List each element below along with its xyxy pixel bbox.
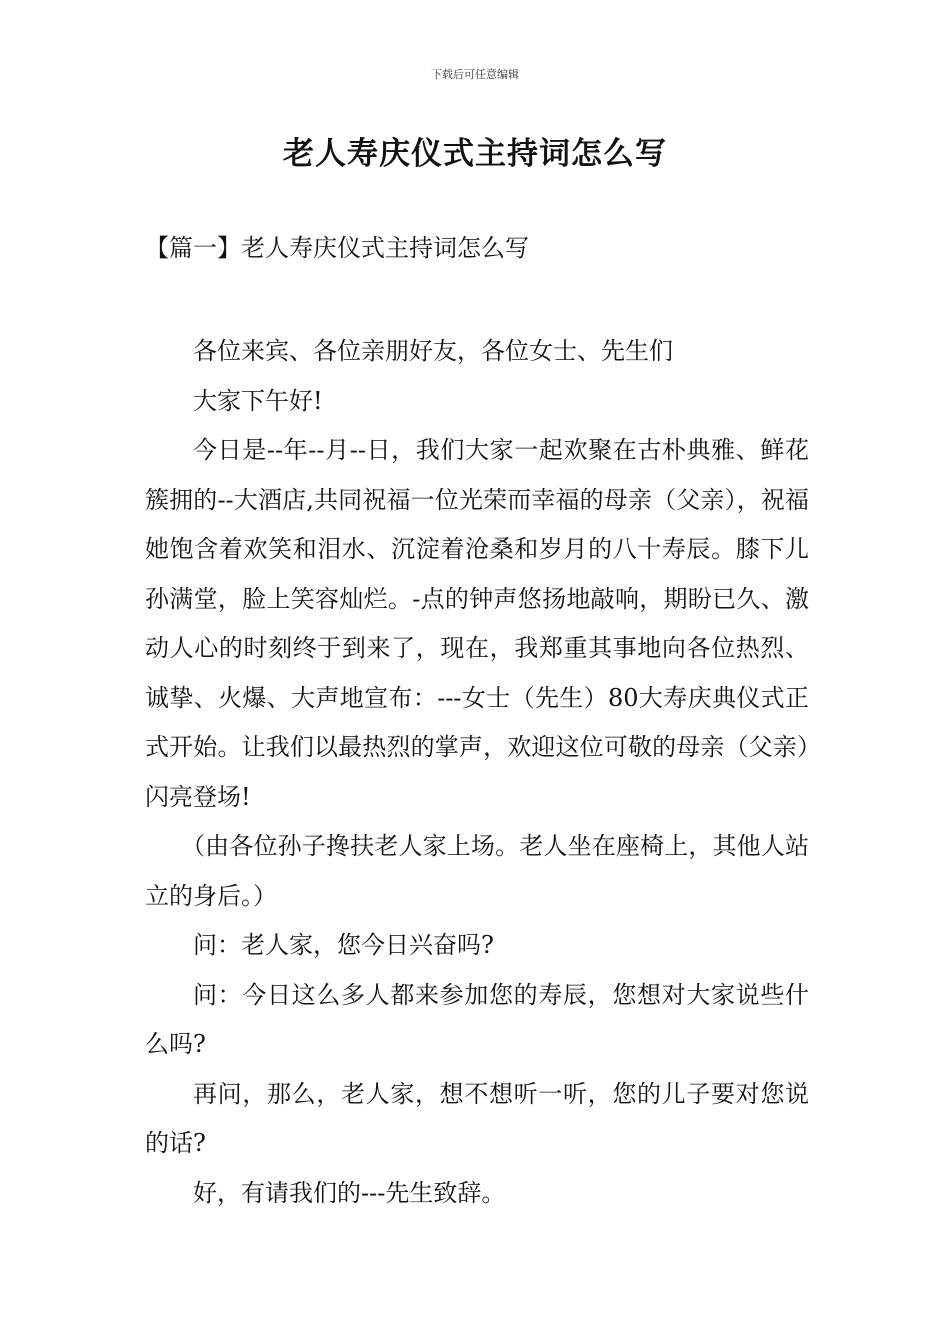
body-text (145, 327, 809, 1218)
paragraph-greeting: 各位来宾、各位亲朋好友，各位女士、先生们 (193, 337, 673, 365)
section-heading: 【篇一】老人寿庆仪式主持词怎么写 (145, 234, 529, 262)
paragraph-stage-direction: （由各位孙子搀扶老人家上场。老人坐在座椅上，其他人站立的身后。） (145, 832, 809, 910)
page-title: 老人寿庆仪式主持词怎么写 (283, 136, 667, 172)
paragraph-question-3: 再问，那么，老人家，想不想听一听，您的儿子要对您说的话? (145, 1079, 809, 1157)
paragraph-question-2: 问：今日这么多人都来参加您的寿辰，您想对大家说些什么吗? (145, 980, 809, 1058)
paragraph-opening: 今日是--年--月--日，我们大家一起欢聚在古朴典雅、鲜花簇拥的--大酒店,共同祝福一位光荣而幸福的母亲（父亲），祝福她饱含着欢笑和泪水、沉淀着沧桑和岁月的八十寿辰。膝下儿孙满堂，脸上笑容灿烂。-点的钟声悠扬地敲响，期盼已久、激动人心的时刻终于到来了，现在，我郑重其事地向各位热烈、诚挚、火爆、大声地宣布：---女士（先生）80大寿庆典仪式正式开始。让我们以最热烈的掌声，欢迎这位可敬的母亲（父亲）闪亮登场! (145, 436, 809, 811)
header-note: 下载后可任意编辑 (431, 68, 519, 81)
paragraph-invitation: 好，有请我们的---先生致辞。 (193, 1178, 506, 1207)
paragraph-question-1: 问：老人家，您今日兴奋吗? (193, 931, 494, 959)
paragraph-hello: 大家下午好! (193, 386, 323, 415)
